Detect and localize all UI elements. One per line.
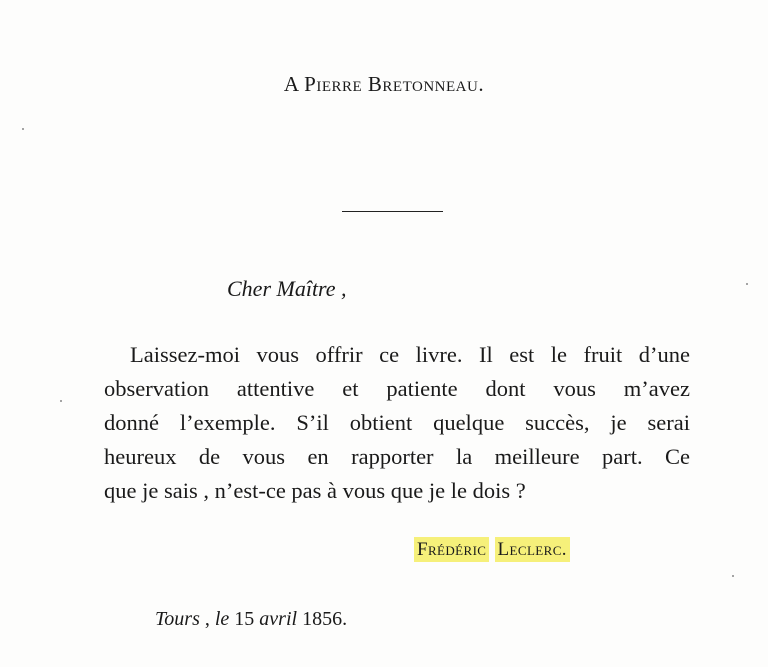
paper-speck [746, 283, 748, 285]
dateline-day: 15 [234, 608, 255, 630]
dateline-year: 1856. [302, 608, 348, 630]
letter-line: donné l’exemple. S’il obtient quelque succès, je serai [104, 410, 690, 435]
paper-speck [60, 400, 62, 402]
letter-line: observation attentive et patiente dont vous m’avez [104, 376, 690, 401]
dedication-heading: A Pierre Bretonneau. [283, 72, 485, 96]
signature [414, 539, 570, 561]
dateline-place: Tours [155, 608, 200, 630]
letter-line: heureux de vous en rapporter la meilleure part. Ce [104, 444, 690, 469]
signature-last-name: Leclerc. [495, 537, 570, 562]
dateline [155, 608, 347, 631]
dateline-month: avril [259, 608, 298, 630]
separator-rule [342, 211, 443, 212]
letter-line: Laissez-moi vous offrir ce livre. Il est le fruit d’une [130, 342, 690, 367]
paper-speck [732, 575, 734, 577]
dateline-le: le [214, 608, 230, 630]
dateline-separator: , [199, 608, 215, 630]
salutation: Cher Maître , [227, 276, 347, 301]
letter-body [104, 338, 690, 508]
letter-line: que je sais , n’est-ce pas à vous que je le dois ? [104, 478, 526, 503]
signature-first-name: Frédéric [414, 537, 489, 562]
paper-speck [22, 128, 24, 130]
